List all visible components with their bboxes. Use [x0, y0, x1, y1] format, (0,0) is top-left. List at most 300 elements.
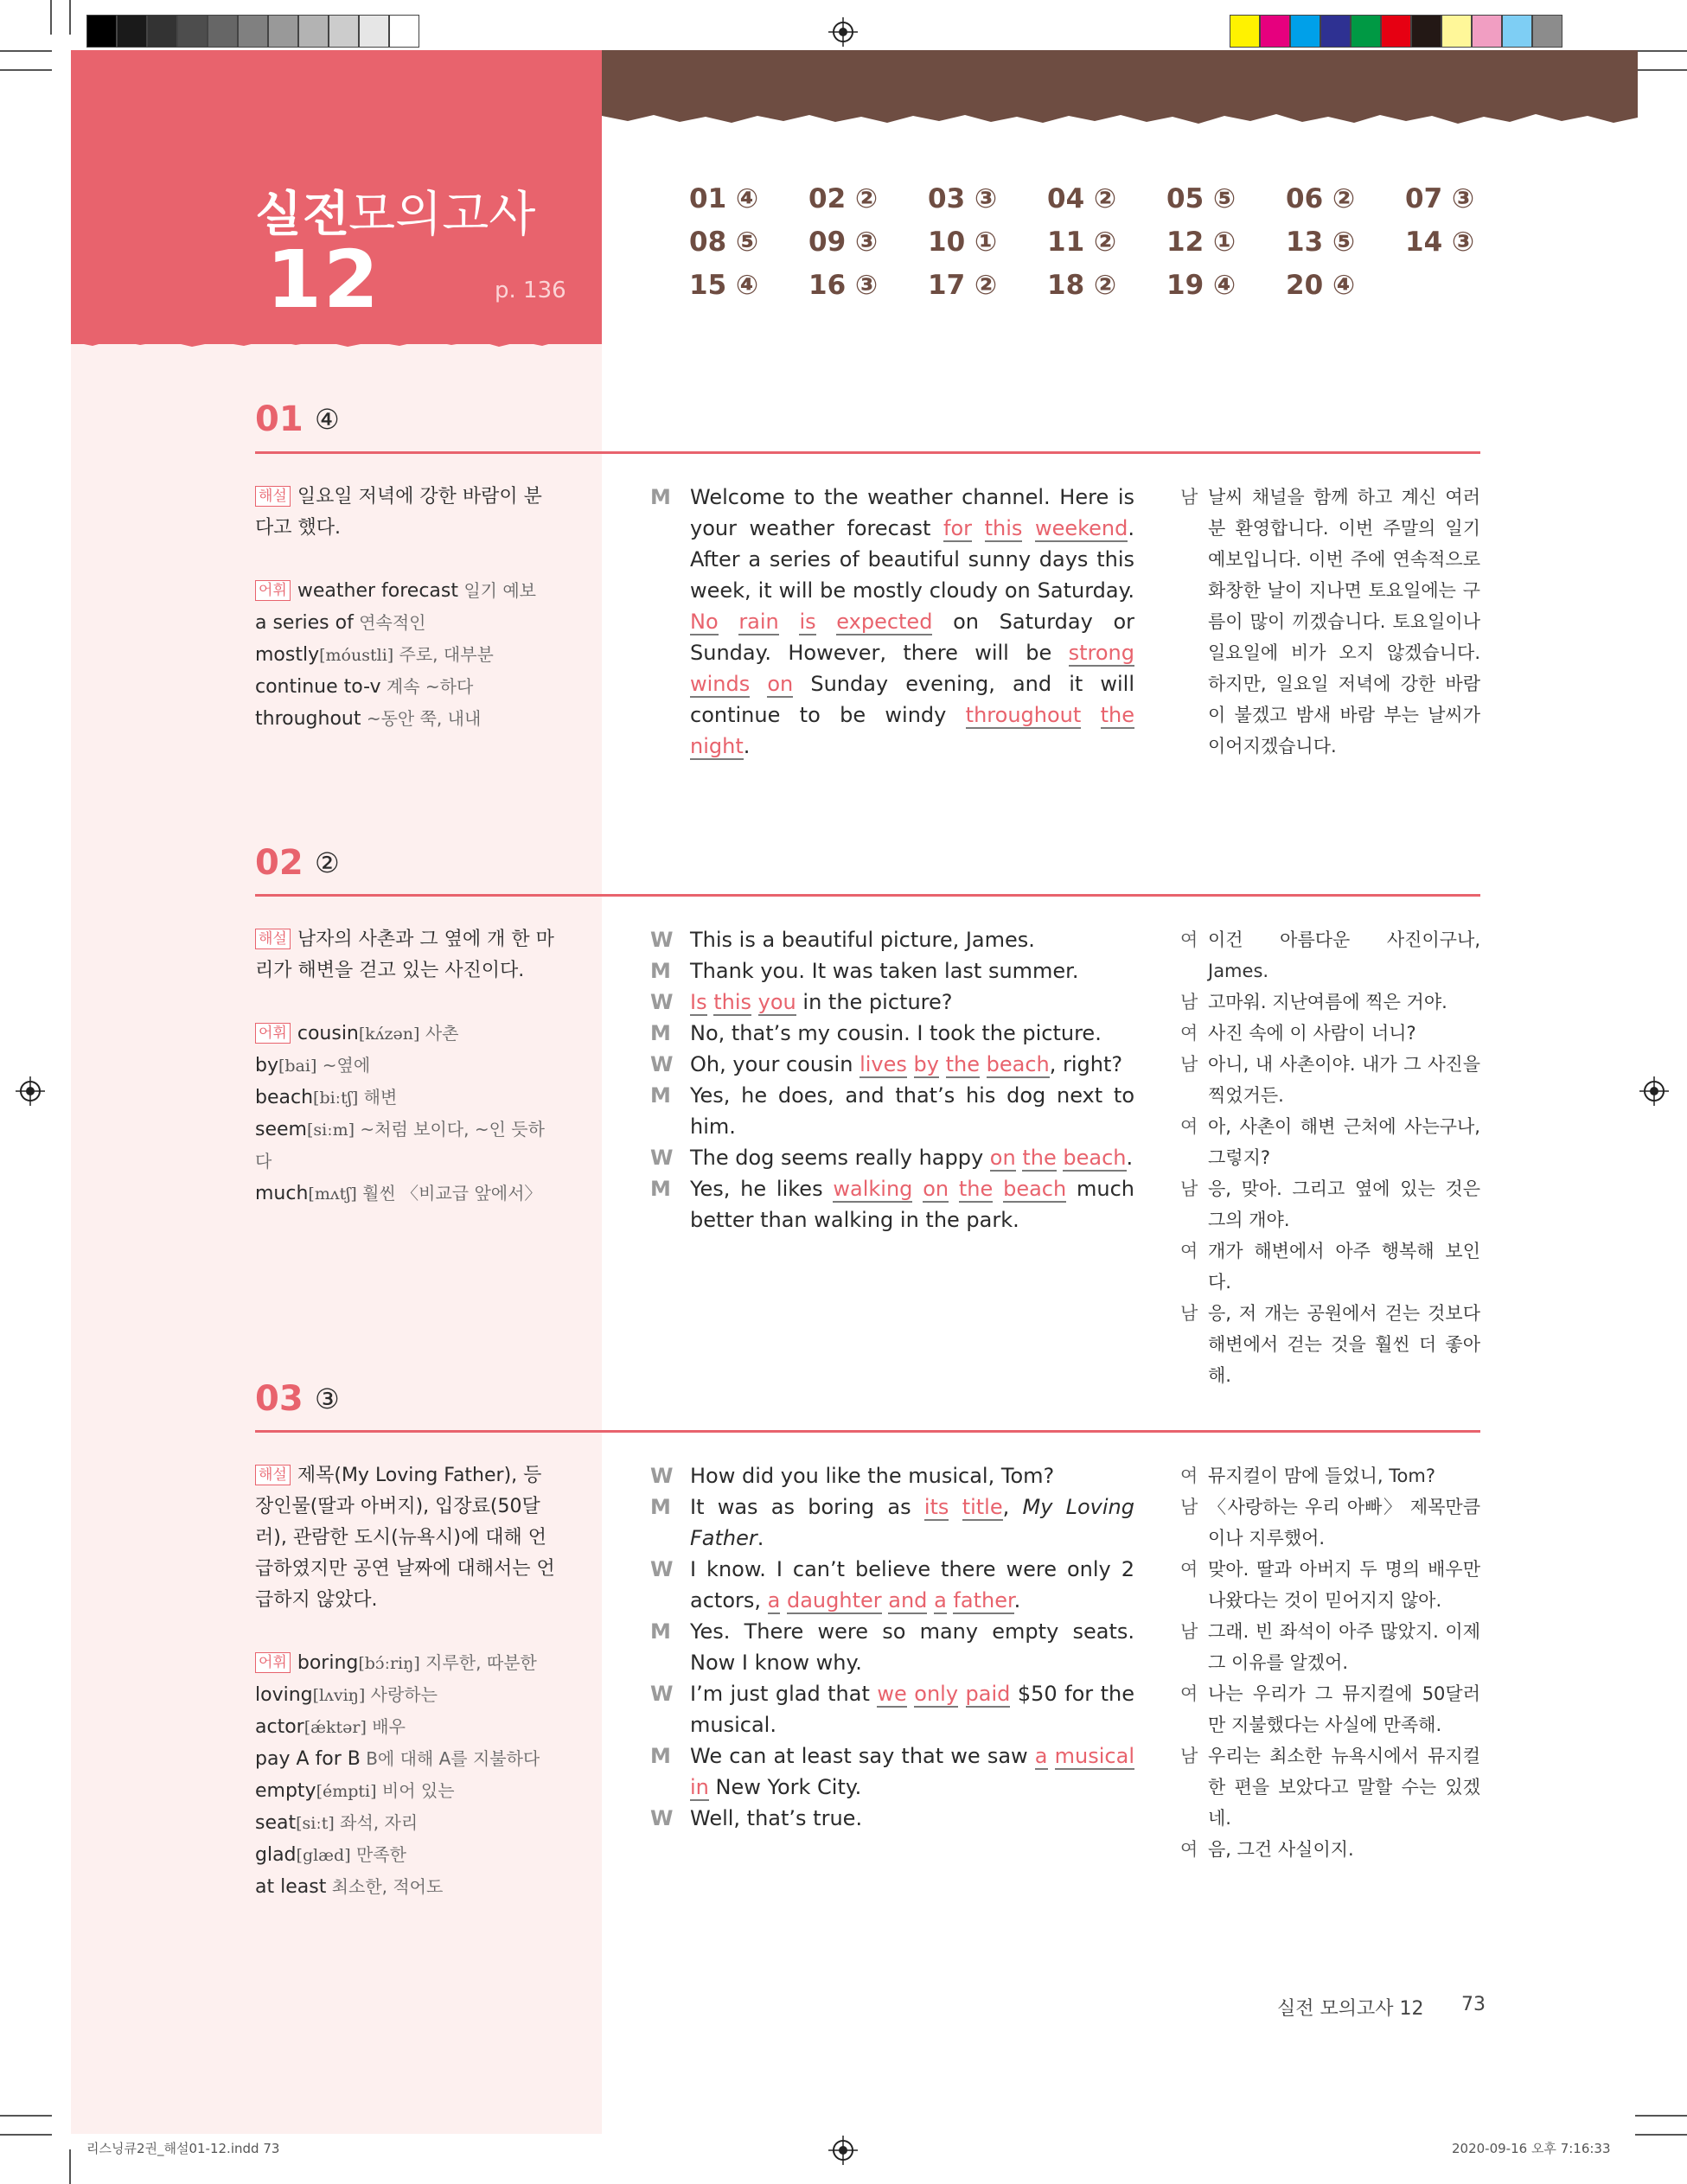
blank-answer: rain — [738, 610, 779, 634]
vocab-word: mostly — [255, 644, 320, 666]
vocab-ipa: [siːm] — [306, 1121, 355, 1140]
blank-answer: in — [690, 1775, 709, 1799]
vocab-meaning: 지루한, 따분한 — [419, 1652, 537, 1673]
section-divider — [255, 451, 1480, 454]
dialogue-line — [650, 1554, 1134, 1616]
vocab-item — [255, 1082, 558, 1114]
dialogue-line — [650, 1080, 1134, 1142]
answer-key-item: 02 ② — [808, 183, 879, 214]
blank-answer: you — [757, 990, 796, 1014]
color-swatch — [1381, 15, 1411, 48]
speaker-label: M — [650, 1177, 671, 1201]
registration-mark-icon — [828, 2136, 858, 2165]
section-divider — [255, 1430, 1480, 1433]
vocab-item — [255, 1743, 558, 1775]
vocab-list — [255, 575, 558, 735]
blank-answer: is — [799, 610, 816, 634]
answer-key-item: 10 ① — [928, 227, 998, 258]
color-swatch — [1260, 15, 1290, 48]
speaker-label: 여 — [1180, 1839, 1198, 1860]
notes-03 — [255, 1460, 558, 1903]
translation-text: 응, 저 개는 공원에서 걷는 것보다 해변에서 걷는 것을 훨씬 더 좋아해. — [1208, 1303, 1480, 1386]
blank-answer: the — [945, 1052, 980, 1076]
page-reference: p. 136 — [495, 278, 566, 303]
speaker-label: 남 — [1180, 1303, 1198, 1324]
translation-line — [1180, 1678, 1480, 1740]
vocab-item — [255, 1050, 558, 1082]
translation-line — [1180, 1616, 1480, 1678]
speaker-label: W — [650, 1682, 674, 1706]
translation-line — [1180, 482, 1480, 762]
speaker-label: W — [650, 1806, 674, 1830]
translation-text: 개가 해변에서 아주 행복해 보인다. — [1208, 1241, 1480, 1293]
vocab-meaning: 해변 — [358, 1087, 398, 1108]
section-answer: ④ — [315, 403, 340, 436]
translation-line — [1180, 1298, 1480, 1391]
color-swatch — [208, 15, 238, 48]
answer-key-item: 13 ⑤ — [1286, 227, 1356, 258]
blank-answer: beach — [1003, 1177, 1067, 1201]
translation-text: 음, 그건 사실이지. — [1208, 1839, 1354, 1860]
dialogue-line — [650, 1740, 1134, 1803]
translation-line — [1180, 1740, 1480, 1834]
vocab-item — [255, 1647, 558, 1679]
crop-mark — [1635, 50, 1687, 52]
answer-key-item: 17 ② — [928, 270, 998, 301]
torn-edge-decoration — [602, 109, 1638, 128]
vocab-item — [255, 1711, 558, 1743]
vocab-word: throughout — [255, 708, 361, 730]
blank-answer: this — [984, 516, 1023, 540]
vocab-item — [255, 671, 558, 703]
speaker-label: W — [650, 1557, 674, 1581]
blank-answer: throughout — [965, 703, 1082, 727]
answer-key-item: 12 ① — [1166, 227, 1236, 258]
speaker-label: 남 — [1180, 1746, 1198, 1766]
dialogue-text: I know. I can’t believe there were only 2 actors, a daughter and a father. — [690, 1557, 1134, 1612]
blank-answer: beach — [1063, 1146, 1127, 1170]
vocab-ipa: [mʌtʃ] — [308, 1185, 357, 1204]
vocab-tag: 어휘 — [255, 1652, 291, 1673]
crop-mark — [0, 50, 52, 52]
answer-key-item: 05 ⑤ — [1166, 183, 1236, 214]
vocab-list — [255, 1018, 558, 1210]
blank-answer: walking — [833, 1177, 913, 1201]
vocab-meaning: 사촌 — [419, 1023, 459, 1044]
color-swatch — [238, 15, 268, 48]
vocab-meaning: ~처럼 보이다, ~인 듯하다 — [255, 1119, 545, 1172]
vocab-ipa: [émpti] — [316, 1782, 377, 1801]
dialogue-text: Welcome to the weather channel. Here is your weather forecast for this weekend. After a series of beautiful sunny days this week, it will be mostly cloudy on Saturday. No rain is expected on Saturday or Sunday. However, there will be strong winds on Sunday evening, and it will continue to be windy throughout the night. — [690, 485, 1135, 758]
answer-key-item: 11 ② — [1047, 227, 1117, 258]
section-number: 03 — [255, 1379, 304, 1419]
translation-text: 사진 속에 이 사람이 너니? — [1208, 1023, 1416, 1044]
vocab-meaning: 좌석, 자리 — [334, 1812, 419, 1833]
translation-text: 맞아. 딸과 아버지 두 명의 배우만 나왔다는 것이 믿어지지 않아. — [1208, 1559, 1480, 1611]
speaker-label: 남 — [1180, 1497, 1198, 1517]
color-swatch — [1351, 15, 1381, 48]
explanation: 해설 남자의 사촌과 그 옆에 개 한 마리가 해변을 걷고 있는 사진이다. — [255, 929, 554, 981]
blank-answer: this — [713, 990, 752, 1014]
crop-mark — [1635, 2134, 1687, 2136]
explanation: 해설 제목(My Loving Father), 등장인물(딸과 아버지), 입장료(50달러), 관람한 도시(뉴욕시)에 대해 언급하였지만 공연 날짜에 대해서는 언급하지 않았다. — [255, 1465, 555, 1611]
vocab-list — [255, 1647, 558, 1903]
vocab-ipa: [ǽktər] — [304, 1718, 367, 1737]
vocab-meaning: 만족한 — [350, 1844, 406, 1865]
vocab-meaning: 배우 — [366, 1716, 406, 1737]
speaker-label: W — [650, 1052, 674, 1076]
page-number: 73 — [1461, 1994, 1486, 2015]
vocab-word: a series of — [255, 612, 354, 634]
dialogue-line — [650, 1142, 1134, 1173]
blank-answer: its — [923, 1495, 949, 1519]
color-swatch — [389, 15, 419, 48]
blank-answer: title — [962, 1495, 1003, 1519]
vocab-word: weather forecast — [297, 580, 458, 602]
blank-answer: a — [767, 1588, 781, 1612]
vocab-meaning: 훨씬 〈비교급 앞에서〉 — [356, 1183, 542, 1204]
section-number: 02 — [255, 843, 304, 883]
vocab-meaning: 일기 예보 — [457, 580, 536, 601]
blank-answer: beach — [986, 1052, 1050, 1076]
title-bold: 실전 — [255, 187, 351, 243]
vocab-word: beach — [255, 1087, 314, 1108]
blank-answer: the — [1022, 1146, 1057, 1170]
vocab-word: cousin — [297, 1023, 359, 1044]
blank-answer: night — [690, 734, 744, 758]
translation-line — [1180, 1173, 1480, 1236]
title-italic: My Loving Father — [690, 1495, 1135, 1550]
vocab-word: much — [255, 1183, 309, 1204]
answer-key-item: 16 ③ — [808, 270, 879, 301]
speaker-label: 여 — [1180, 1023, 1198, 1044]
vocab-word: loving — [255, 1684, 313, 1706]
blank-answer: the — [958, 1177, 994, 1201]
dialogue-text: This is a beautiful picture, James. — [690, 928, 1035, 952]
explanation-tag: 해설 — [255, 1465, 291, 1485]
korean-translation-01 — [1180, 482, 1480, 762]
color-swatch — [1502, 15, 1532, 48]
dialogue-line — [650, 924, 1134, 955]
color-swatch — [359, 15, 389, 48]
blank-answer: No — [690, 610, 719, 634]
vocab-item — [255, 1178, 558, 1210]
blank-answer: Is — [690, 990, 707, 1014]
answer-key-item: 08 ⑤ — [689, 227, 759, 258]
vocab-ipa: [móustli] — [319, 646, 394, 665]
vocab-meaning: B에 대해 A를 지불하다 — [360, 1748, 540, 1769]
vocab-item — [255, 575, 558, 607]
explanation-tag: 해설 — [255, 486, 291, 507]
color-swatch — [1411, 15, 1441, 48]
answer-key-item: 19 ④ — [1166, 270, 1236, 301]
translation-text: 이건 아름다운 사진이구나, James. — [1208, 929, 1480, 981]
torn-edge-decoration — [71, 335, 602, 351]
dialogue-line — [650, 1803, 1134, 1834]
translation-line — [1180, 1460, 1480, 1491]
registration-mark-icon — [16, 1076, 45, 1106]
dialogue-text: Well, that’s true. — [690, 1806, 863, 1830]
vocab-word: glad — [255, 1844, 297, 1866]
translation-line — [1180, 1554, 1480, 1616]
translation-text: 뮤지컬이 맘에 들었니, Tom? — [1208, 1466, 1435, 1486]
vocab-ipa: [siːt] — [296, 1814, 335, 1833]
color-swatch — [1290, 15, 1320, 48]
translation-text: 날씨 채널을 함께 하고 계신 여러분 환영합니다. 이번 주말의 일기 예보입니다. 이번 주에 연속적으로 화창한 날이 지나면 토요일에는 구름이 많이 끼겠습니다. 토요일이나 일요일에 비가 오지 않겠습니다. 하지만, 일요일 저녁에 강한 바람이 불겠고 밤새 바람 부는 날씨가 이어지겠습니다. — [1208, 487, 1480, 757]
vocab-item — [255, 1679, 558, 1711]
speaker-label: W — [650, 1146, 674, 1170]
crop-mark — [0, 2134, 52, 2136]
speaker-label: 여 — [1180, 1559, 1198, 1580]
dialogue-text: Yes, he does, and that’s his dog next to him. — [690, 1083, 1134, 1139]
speaker-label: M — [650, 485, 671, 509]
blank-answer: expected — [836, 610, 933, 634]
answer-key-item: 20 ④ — [1286, 270, 1356, 301]
explanation-tag: 해설 — [255, 929, 291, 949]
vocab-ipa: [bɔ́ːriŋ] — [358, 1654, 420, 1673]
color-swatch — [86, 15, 117, 48]
color-swatch — [1320, 15, 1351, 48]
running-title: 실전 모의고사 12 — [1277, 1998, 1424, 2020]
answer-key-item: 15 ④ — [689, 270, 759, 301]
section-number: 01 — [255, 399, 304, 439]
color-swatch — [177, 15, 208, 48]
blank-answer: the — [1100, 703, 1134, 727]
vocab-ipa: [biːtʃ] — [313, 1089, 359, 1108]
vocab-item — [255, 1018, 558, 1050]
dialogue-line — [650, 1173, 1134, 1236]
translation-line — [1180, 987, 1480, 1018]
vocab-word: empty — [255, 1780, 316, 1802]
translation-text: 아, 사촌이 해변 근처에 사는구나, 그렇지? — [1208, 1116, 1480, 1168]
dialogue-line — [650, 1018, 1134, 1049]
vocab-item — [255, 639, 558, 671]
korean-translation-03 — [1180, 1460, 1480, 1865]
notes-02 — [255, 924, 558, 1210]
section-divider — [255, 894, 1480, 897]
speaker-label: 여 — [1180, 1241, 1198, 1261]
dialogue-text: Oh, your cousin lives by the beach, right? — [690, 1052, 1123, 1076]
blank-answer: a — [1034, 1744, 1048, 1768]
notes-01 — [255, 482, 558, 735]
speaker-label: 남 — [1180, 1054, 1198, 1075]
color-swatch — [1532, 15, 1562, 48]
blank-answer: only — [914, 1682, 959, 1706]
registration-mark-icon — [1639, 1076, 1669, 1106]
color-swatch — [147, 15, 177, 48]
translation-line — [1180, 1018, 1480, 1049]
translation-text: 그래. 빈 좌석이 아주 많았지. 이제 그 이유를 알겠어. — [1208, 1621, 1480, 1673]
blank-answer: weekend — [1034, 516, 1128, 540]
blank-answer: for — [943, 516, 973, 540]
answer-key-item: 01 ④ — [689, 183, 759, 214]
speaker-label: W — [650, 990, 674, 1014]
translation-text: 응, 맞아. 그리고 옆에 있는 것은 그의 개야. — [1208, 1178, 1480, 1230]
blank-answer: musical — [1054, 1744, 1134, 1768]
blank-answer: on — [923, 1177, 949, 1201]
vocab-meaning: 계속 ~하다 — [380, 676, 474, 697]
blank-answer: lives — [859, 1052, 907, 1076]
color-swatch — [329, 15, 359, 48]
speaker-label: M — [650, 959, 671, 983]
explanation: 해설 일요일 저녁에 강한 바람이 분다고 했다. — [255, 486, 542, 539]
speaker-label: 여 — [1180, 1466, 1198, 1486]
speaker-label: M — [650, 1021, 671, 1045]
speaker-label: 여 — [1180, 929, 1198, 950]
vocab-word: actor — [255, 1716, 304, 1738]
speaker-label: M — [650, 1083, 671, 1108]
dialogue-text: We can at least say that we saw a musical in New York City. — [690, 1744, 1134, 1799]
blank-answer: strong — [1068, 641, 1134, 665]
vocab-ipa: [lʌviŋ] — [312, 1686, 366, 1705]
vocab-item — [255, 1839, 558, 1871]
dialogue-text: Yes, he likes walking on the beach much better than walking in the park. — [690, 1177, 1134, 1232]
vocab-meaning: 비어 있는 — [376, 1780, 455, 1801]
blank-answer: father — [953, 1588, 1014, 1612]
vocab-meaning: 사랑하는 — [365, 1684, 438, 1705]
dialogue-text: It was as boring as its title, My Loving Father. — [690, 1495, 1135, 1550]
translation-line — [1180, 1236, 1480, 1298]
translation-line — [1180, 1491, 1480, 1554]
crop-mark — [69, 0, 71, 35]
dialogue-text: No, that’s my cousin. I took the picture. — [690, 1021, 1102, 1045]
test-number: 12 — [266, 233, 381, 326]
speaker-label: M — [650, 1495, 671, 1519]
speaker-label: M — [650, 1619, 671, 1644]
vocab-tag: 어휘 — [255, 1023, 291, 1044]
vocab-word: pay A for B — [255, 1748, 361, 1770]
dialogue-text: Is this you in the picture? — [690, 990, 953, 1014]
crop-mark — [69, 2149, 71, 2184]
slug-filename: 리스닝큐2권_해설01-12.indd 73 — [86, 2141, 280, 2156]
vocab-item — [255, 1871, 558, 1903]
answer-key-item: 04 ② — [1047, 183, 1117, 214]
vocab-word: boring — [297, 1652, 359, 1674]
translation-text: 〈사랑하는 우리 아빠〉 제목만큼이나 지루했어. — [1208, 1497, 1480, 1549]
translation-line — [1180, 1049, 1480, 1111]
title-rest: 모의고사 — [348, 187, 536, 243]
crop-mark — [0, 2115, 52, 2117]
dialogue-line — [650, 955, 1134, 987]
translation-line — [1180, 1834, 1480, 1865]
crop-mark — [50, 0, 52, 35]
vocab-item — [255, 1114, 558, 1178]
vocab-item — [255, 607, 558, 639]
dialogue-text: Thank you. It was taken last summer. — [690, 959, 1079, 983]
vocab-word: seat — [255, 1812, 297, 1834]
answer-key-item: 06 ② — [1286, 183, 1356, 214]
vocab-meaning: ~동안 쭉, 내내 — [361, 708, 482, 729]
dialogue-03 — [650, 1460, 1134, 1834]
translation-text: 나는 우리가 그 뮤지컬에 50달러만 지불했다는 사실에 만족해. — [1208, 1683, 1480, 1735]
vocab-item — [255, 703, 558, 735]
dialogue-02 — [650, 924, 1134, 1236]
speaker-label: 남 — [1180, 1621, 1198, 1642]
answer-key-item: 18 ② — [1047, 270, 1117, 301]
translation-text: 고마워. 지난여름에 찍은 거야. — [1208, 992, 1447, 1012]
dialogue-text: How did you like the musical, Tom? — [690, 1464, 1055, 1488]
speaker-label: W — [650, 928, 674, 952]
vocab-word: seem — [255, 1119, 307, 1140]
speaker-label: 남 — [1180, 992, 1198, 1012]
blank-answer: we — [877, 1682, 907, 1706]
vocab-word: at least — [255, 1876, 327, 1898]
blank-answer: paid — [965, 1682, 1011, 1706]
vocab-meaning: 주로, 대부분 — [393, 644, 494, 665]
vocab-meaning: 최소한, 적어도 — [326, 1876, 444, 1897]
color-swatch — [1472, 15, 1502, 48]
blank-answer: on — [989, 1146, 1016, 1170]
dialogue-line — [650, 1491, 1134, 1554]
blank-answer: winds — [690, 672, 751, 696]
translation-text: 우리는 최소한 뉴욕시에서 뮤지컬 한 편을 보았다고 말할 수는 있겠네. — [1208, 1746, 1480, 1829]
dialogue-01 — [650, 482, 1134, 762]
vocab-tag: 어휘 — [255, 580, 291, 601]
speaker-label: 여 — [1180, 1683, 1198, 1704]
dialogue-line — [650, 1049, 1134, 1080]
dialogue-text: The dog seems really happy on the beach. — [690, 1146, 1134, 1170]
vocab-ipa: [glæd] — [296, 1846, 351, 1865]
dialogue-line — [650, 1460, 1134, 1491]
speaker-label: 여 — [1180, 1116, 1198, 1137]
dialogue-line — [650, 987, 1134, 1018]
vocab-item — [255, 1807, 558, 1839]
speaker-label: 남 — [1180, 487, 1198, 508]
translation-line — [1180, 924, 1480, 987]
vocab-ipa: [kʌ́zən] — [358, 1025, 420, 1044]
slug-date: 2020-09-16 오후 7:16:33 — [1452, 2141, 1611, 2156]
color-swatch — [268, 15, 298, 48]
blank-answer: by — [913, 1052, 939, 1076]
dialogue-line — [650, 1678, 1134, 1740]
header-band — [602, 50, 1638, 112]
translation-text: 아니, 내 사촌이야. 내가 그 사진을 찍었거든. — [1208, 1054, 1480, 1106]
korean-translation-02 — [1180, 924, 1480, 1391]
blank-answer: on — [767, 672, 794, 696]
speaker-label: 남 — [1180, 1178, 1198, 1199]
vocab-meaning: ~옆에 — [316, 1055, 371, 1076]
color-swatch — [117, 15, 147, 48]
vocab-word: continue to-v — [255, 676, 381, 698]
answer-key-item: 14 ③ — [1405, 227, 1475, 258]
registration-mark-icon — [828, 17, 858, 47]
color-swatch — [1441, 15, 1472, 48]
vocab-meaning: 연속적인 — [353, 612, 426, 633]
answer-key-item: 03 ③ — [928, 183, 998, 214]
vocab-ipa: [bai] — [278, 1057, 317, 1076]
section-answer: ③ — [315, 1383, 340, 1415]
translation-line — [1180, 1111, 1480, 1173]
crop-mark — [1635, 2115, 1687, 2117]
answer-key-item: 07 ③ — [1405, 183, 1475, 214]
crop-mark — [1635, 69, 1687, 71]
speaker-label: M — [650, 1744, 671, 1768]
vocab-item — [255, 1775, 558, 1807]
color-swatch — [298, 15, 329, 48]
vocab-word: by — [255, 1055, 278, 1076]
dialogue-line — [650, 482, 1134, 762]
dialogue-text: Yes. There were so many empty seats. Now I know why. — [690, 1619, 1134, 1675]
blank-answer: a — [934, 1588, 947, 1612]
color-swatch — [1230, 15, 1260, 48]
blank-answer: daughter — [786, 1588, 882, 1612]
section-answer: ② — [315, 846, 340, 879]
crop-mark — [0, 69, 52, 71]
dialogue-line — [650, 1616, 1134, 1678]
speaker-label: W — [650, 1464, 674, 1488]
dialogue-text: I’m just glad that we only paid $50 for the musical. — [690, 1682, 1134, 1737]
blank-answer: and — [888, 1588, 928, 1612]
